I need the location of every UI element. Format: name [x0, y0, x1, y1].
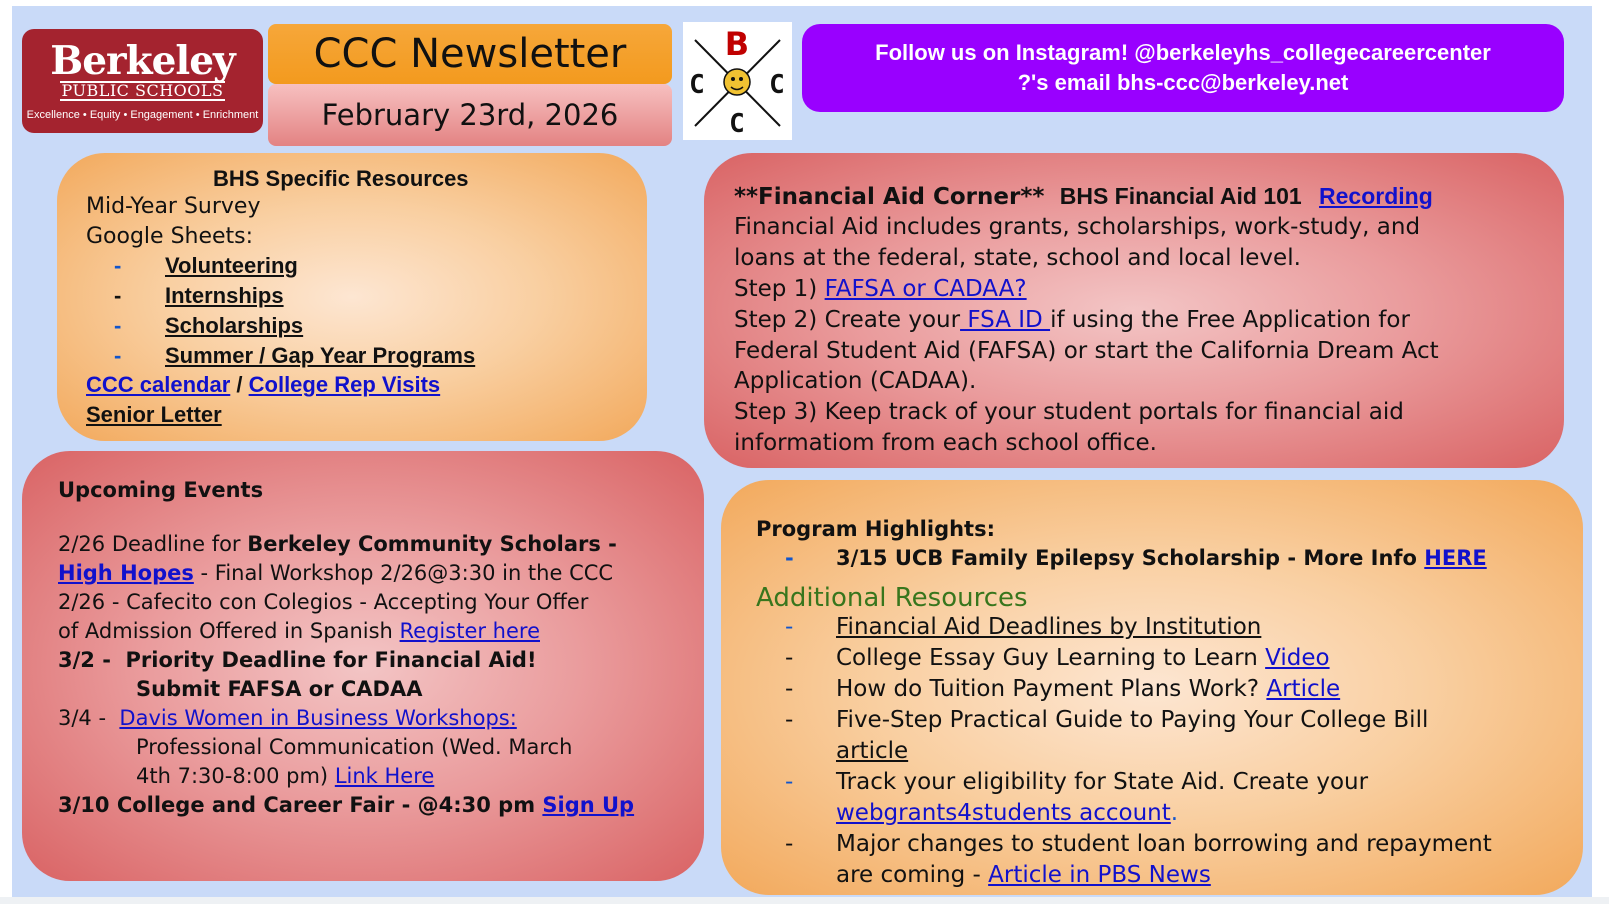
newsletter-date: February 23rd, 2026 [268, 84, 672, 146]
bullet-dash: - [785, 769, 794, 795]
internships-link[interactable]: Internships [165, 283, 284, 308]
financial-aid-deadlines-link[interactable]: Financial Aid Deadlines by Institution [836, 614, 1262, 640]
resource-text: College Essay Guy Learning to Learn [836, 645, 1266, 671]
contact-email: ?'s email bhs-ccc@berkeley.net [1017, 70, 1349, 95]
more-info-here-link[interactable]: HERE [1424, 546, 1487, 570]
event-high-hopes [58, 561, 613, 585]
mid-year-survey: Mid-Year Survey [86, 194, 261, 219]
financial-aid-101: BHS Financial Aid 101 [1059, 183, 1302, 209]
financial-aid-corner-title: **Financial Aid Corner** [734, 184, 1045, 210]
event-priority-deadline-line2: Submit FAFSA or CADAA [136, 677, 423, 701]
event-cafecito-line2 [58, 619, 540, 643]
resource-webgrants [836, 800, 1178, 826]
step-3: Step 3) Keep track of your student portals for financial aid [734, 399, 1404, 425]
event-career-fair [58, 793, 634, 817]
bullet-dash: - [114, 343, 122, 368]
step-2-label: Step 2) Create your [734, 307, 961, 333]
bullet-dash: - [785, 645, 794, 671]
event-cafecito: 2/26 - Cafecito con Colegios - Accepting Your Offer [58, 590, 589, 614]
epilepsy-scholarship [836, 546, 1487, 570]
event-title: 3/10 College and Career Fair - @4:30 pm [58, 793, 543, 817]
financial-aid-text: loans at the federal, state, school and local level. [734, 245, 1301, 271]
high-hopes-link[interactable]: High Hopes [58, 561, 194, 585]
recording-link[interactable]: Recording [1319, 183, 1433, 209]
event-davis-women [58, 706, 517, 730]
resource-text: are coming - [836, 862, 989, 888]
resource-text: How do Tuition Payment Plans Work? [836, 676, 1267, 702]
additional-resources-heading: Additional Resources [756, 583, 1028, 613]
article-link[interactable]: Article [1266, 676, 1341, 702]
event-detail: - Final Workshop 2/26@3:30 in the CCC [193, 561, 614, 585]
highlight-text: 3/15 UCB Family Epilepsy Scholarship - More Info [836, 546, 1425, 570]
newsletter-title: CCC Newsletter [268, 24, 672, 84]
sign-up-link[interactable]: Sign Up [542, 793, 635, 817]
senior-letter-link[interactable]: Senior Letter [86, 402, 222, 427]
financial-aid-text: Federal Student Aid (FAFSA) or start the California Dream Act [734, 338, 1439, 364]
program-heading: Program Highlights: [756, 517, 995, 541]
instagram-text: Follow us on Instagram! @berkeleyhs_collegecareercenter [875, 40, 1491, 65]
link-here-link[interactable]: Link Here [334, 764, 435, 788]
period: . [1170, 800, 1179, 826]
step-2-suffix: if using the Free Application for [1050, 307, 1410, 333]
event-detail: Professional Communication (Wed. March [136, 735, 573, 759]
bullet-dash: - [785, 707, 794, 733]
ccc-logo-letter-top: B [724, 25, 750, 63]
financial-aid-title-row [734, 183, 1433, 210]
step-1 [734, 276, 1027, 302]
resource-student-loans: Major changes to student loan borrowing and repayment [836, 831, 1492, 857]
event-priority-deadline: 3/2 - Priority Deadline for Financial Aid! [58, 648, 537, 672]
bullet-dash: - [785, 676, 794, 702]
register-here-link[interactable]: Register here [399, 619, 540, 643]
financial-aid-text: Financial Aid includes grants, scholarships, work-study, and [734, 214, 1421, 240]
step-2 [734, 307, 1410, 333]
resource-tuition-plans [836, 676, 1340, 702]
ccc-crossed-pencils-icon [683, 22, 792, 140]
bullet-dash: - [114, 283, 122, 308]
berkeley-logo [22, 29, 263, 133]
event-date: 2/26 Deadline for [58, 532, 248, 556]
logo-tagline: Excellence • Equity • Engagement • Enrichment [26, 109, 259, 121]
ccc-logo-letter-right: C [769, 70, 785, 100]
ccc-logo-letter-left: C [689, 70, 705, 100]
calendar-row [86, 372, 440, 398]
bhs-heading: BHS Specific Resources [213, 166, 469, 191]
five-step-article-link[interactable]: article [836, 738, 909, 764]
ccc-logo [683, 22, 792, 140]
college-rep-visits-link[interactable]: College Rep Visits [248, 372, 441, 397]
davis-women-in-business-link[interactable]: Davis Women in Business Workshops [119, 706, 510, 730]
event-date: 3/4 - [58, 706, 120, 730]
financial-aid-text: informatiom from each school office. [734, 430, 1157, 456]
link-colon: : [509, 706, 517, 730]
ccc-logo-letter-bottom: C [729, 109, 745, 139]
pbs-news-article-link[interactable]: Article in PBS News [988, 862, 1211, 888]
fafsa-or-cadaa-link[interactable]: FAFSA or CADAA? [824, 276, 1027, 302]
bullet-dash: - [785, 614, 794, 640]
scholarships-link[interactable]: Scholarships [165, 313, 304, 338]
event-detail: 4th 7:30-8:00 pm) [136, 764, 335, 788]
logo-subtitle: PUBLIC SCHOOLS [61, 81, 224, 100]
webgrants4students-link[interactable]: webgrants4students account [836, 800, 1171, 826]
ccc-calendar-link[interactable]: CCC calendar [86, 372, 231, 397]
events-heading: Upcoming Events [58, 478, 264, 502]
financial-aid-text: Application (CADAA). [734, 368, 977, 394]
google-sheets-label: Google Sheets: [86, 224, 254, 249]
summer-gap-year-link[interactable]: Summer / Gap Year Programs [165, 343, 476, 368]
logo-name: Berkeley [50, 38, 235, 84]
bottom-strip [0, 897, 1609, 904]
fsa-id-link[interactable]: FSA ID [960, 307, 1051, 333]
bullet-dash: - [785, 831, 794, 857]
bullet-dash: - [114, 313, 122, 338]
step-1-label: Step 1) [734, 276, 825, 302]
resource-pbs [836, 862, 1211, 888]
bullet-dash: - [785, 546, 794, 570]
volunteering-link[interactable]: Volunteering [165, 253, 298, 278]
resource-essay-guy [836, 645, 1330, 671]
event-davis-time [136, 764, 434, 788]
resource-five-step-guide: Five-Step Practical Guide to Paying Your College Bill [836, 707, 1429, 733]
bullet-dash: - [114, 253, 122, 278]
instagram-banner [802, 24, 1564, 112]
event-berkeley-community-scholars [58, 532, 617, 556]
link-separator: / [230, 372, 249, 397]
resource-state-aid: Track your eligibility for State Aid. Create your [836, 769, 1369, 795]
video-link[interactable]: Video [1265, 645, 1330, 671]
event-title: Berkeley Community Scholars - [247, 532, 617, 556]
event-detail: of Admission Offered in Spanish [58, 619, 400, 643]
